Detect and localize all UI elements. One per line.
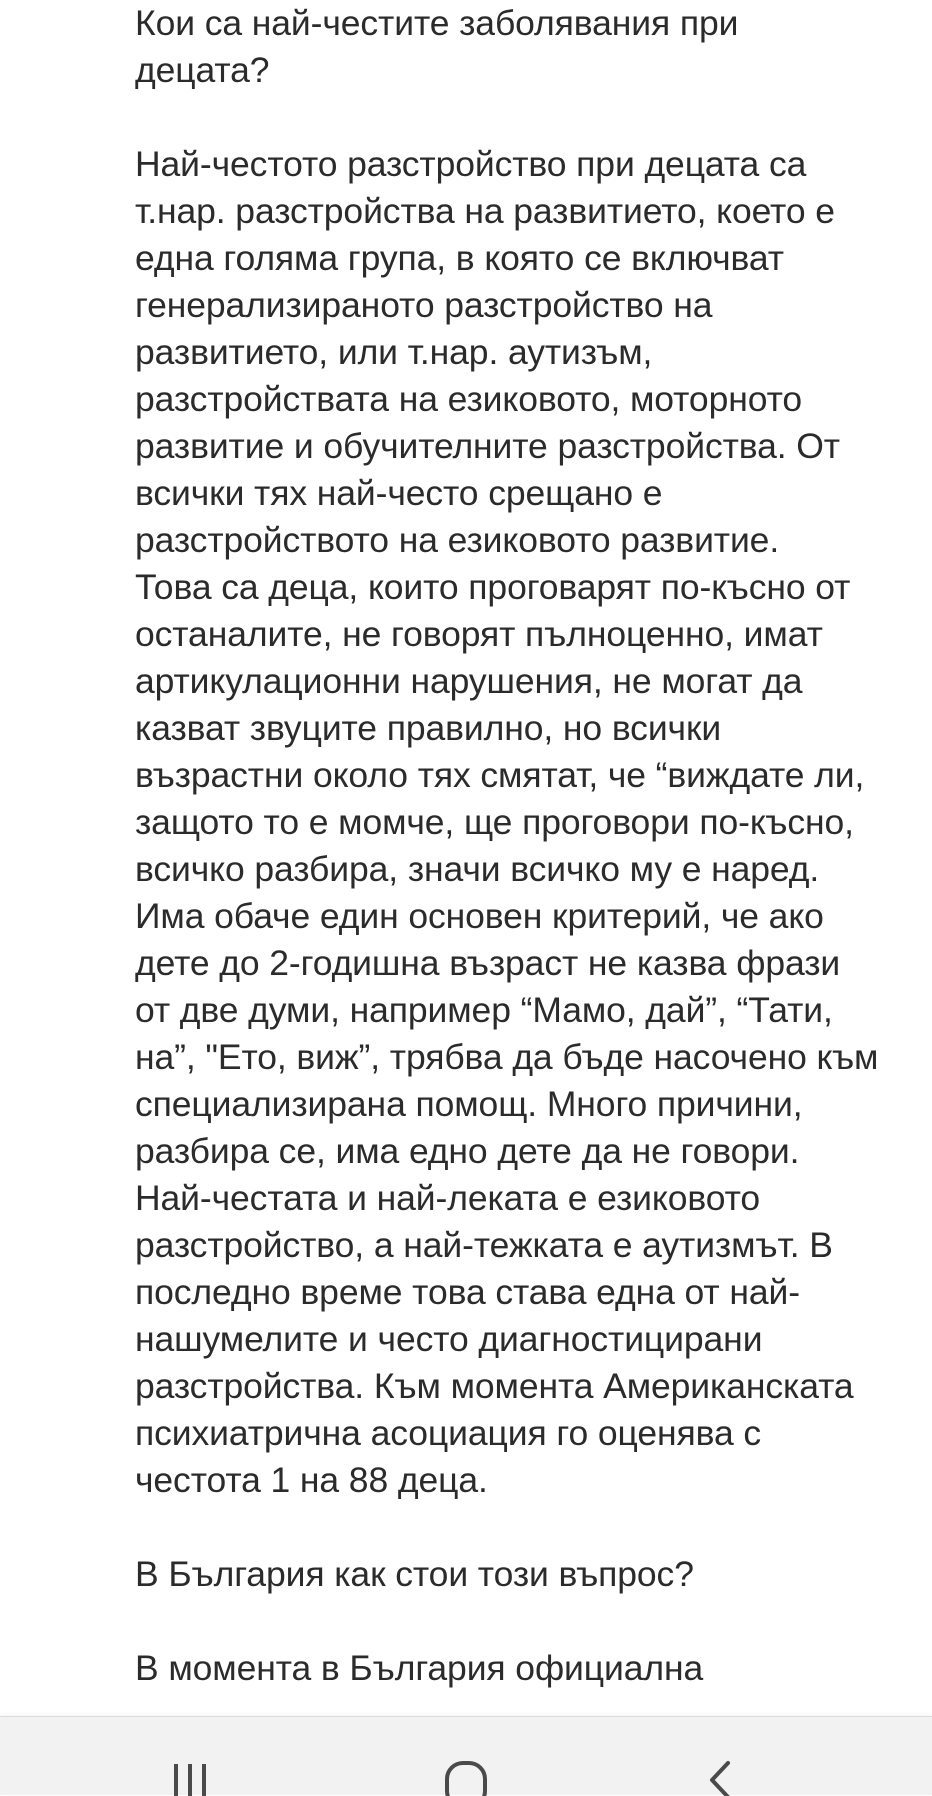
paragraph-line: нашумелите и често диагностицирани (135, 1319, 763, 1359)
paragraph-line: разстройството на езиковото развитие. (135, 520, 780, 560)
article-question-2 (135, 1551, 925, 1598)
paragraph-line: специализирана помощ. Много причини, (135, 1084, 803, 1124)
paragraph-line: Има обаче един основен критерий, че ако (135, 896, 824, 936)
system-navigation-bar (0, 1716, 932, 1795)
heading-line-1: Кои са най-честите заболявания при (135, 3, 739, 43)
paragraph-line: разстройство, а най-тежката е аутизмът. В (135, 1225, 833, 1265)
recent-apps-icon (168, 1760, 212, 1796)
paragraph-line: развитието, или т.нар. аутизъм, (135, 332, 653, 372)
home-button[interactable] (406, 1717, 526, 1795)
article-heading (135, 0, 925, 94)
paragraph-line: останалите, не говорят пълноценно, имат (135, 614, 823, 654)
paragraph-line: всички тях най-често срещано е (135, 473, 663, 513)
paragraph-line: развитие и обучителните разстройства. От (135, 426, 840, 466)
back-button[interactable] (660, 1717, 780, 1795)
paragraph-line: В момента в България официална (135, 1648, 704, 1688)
article-body (135, 0, 925, 1739)
heading-line-2: децата? (135, 50, 270, 90)
paragraph-line: последно време това става една от най- (135, 1272, 800, 1312)
paragraph-line: Най-честото разстройство при децата са (135, 144, 807, 184)
paragraph-line: артикулационни нарушения, не могат да (135, 661, 803, 701)
article-paragraph-2 (135, 1645, 925, 1692)
paragraph-line: една голяма група, в която се включват (135, 238, 784, 278)
paragraph-line: генерализираното разстройство на (135, 285, 713, 325)
back-chevron-icon (700, 1760, 740, 1796)
paragraph-line: възрастни около тях смятат, че “виждате ли, (135, 755, 865, 795)
paragraph-line: т.нар. разстройства на развитието, което е (135, 191, 835, 231)
home-icon (441, 1760, 491, 1796)
recent-apps-button[interactable] (130, 1717, 250, 1795)
paragraph-line: Това са деца, които проговарят по-късно от (135, 567, 851, 607)
paragraph-line: разстройства. Към момента Американската (135, 1366, 854, 1406)
paragraph-line: от две думи, например “Мамо, дай”, “Тати, (135, 990, 833, 1030)
question-line: В България как стои този въпрос? (135, 1554, 694, 1594)
paragraph-line: на”, "Ето, виж”, трябва да бъде насочено към (135, 1037, 879, 1077)
paragraph-line: защото то е момче, ще проговори по-късно, (135, 802, 854, 842)
paragraph-line: честота 1 на 88 деца. (135, 1460, 488, 1500)
article-paragraph-1 (135, 141, 925, 1504)
paragraph-line: дете до 2-годишна възраст не казва фрази (135, 943, 841, 983)
paragraph-line: казват звуците правилно, но всички (135, 708, 722, 748)
paragraph-line: всичко разбира, значи всичко му е наред. (135, 849, 820, 889)
paragraph-line: Най-честата и най-леката е езиковото (135, 1178, 760, 1218)
paragraph-line: разбира се, има едно дете да не говори. (135, 1131, 800, 1171)
paragraph-line: психиатрична асоциация го оценява с (135, 1413, 762, 1453)
paragraph-line: разстройствата на езиковото, моторното (135, 379, 802, 419)
